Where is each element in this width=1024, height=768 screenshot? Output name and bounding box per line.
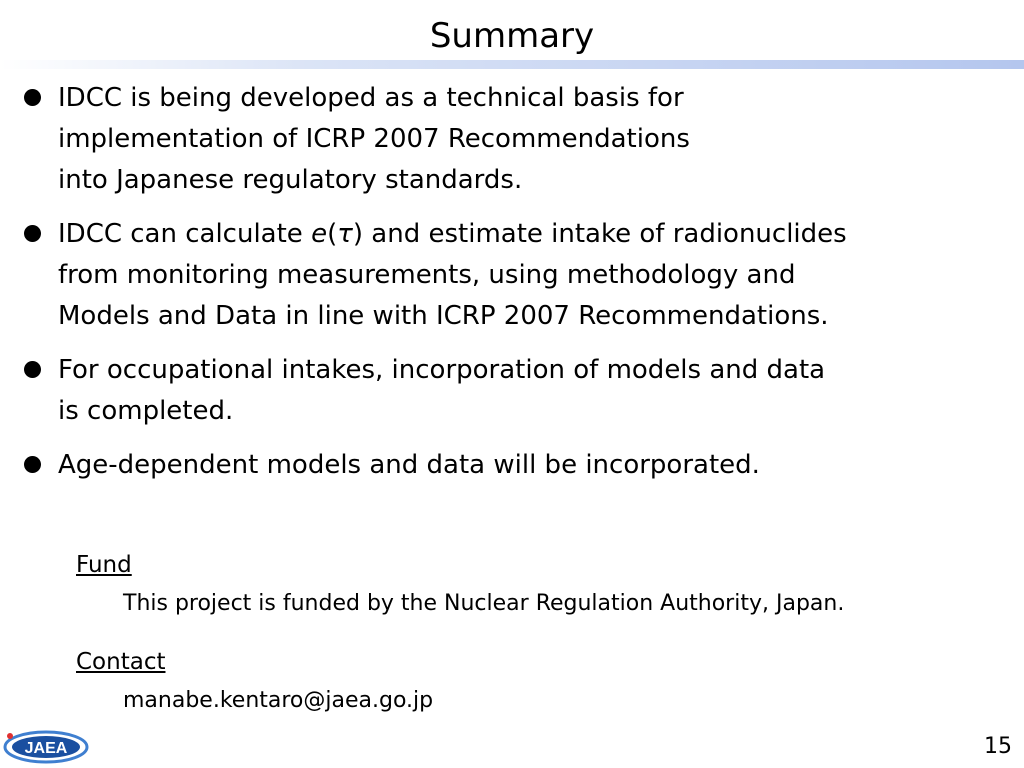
jaea-logo-icon [2, 728, 90, 766]
fund-text: This project is funded by the Nuclear Regulation Authority, Japan. [123, 591, 845, 616]
slide-title: Summary [429, 16, 595, 56]
bullet-dot-icon [24, 89, 41, 106]
bullet-dot-icon [24, 225, 41, 242]
contact-heading: Contact [76, 649, 166, 675]
logo-text: JAEA [24, 740, 68, 757]
bullet-text-segment: IDCC can calculate [58, 219, 312, 249]
bullet-item-4 [22, 445, 1012, 486]
bullet-dot-icon [24, 361, 41, 378]
bullet-text-segment: ) and estimate intake of radionuclides [352, 219, 847, 249]
bullet-item-1 [22, 78, 1012, 201]
paren-open: ( [327, 219, 338, 249]
bullet-text-line: is completed. [58, 396, 234, 426]
title-underline-bar [0, 60, 1024, 69]
bullet-text-line [58, 214, 1012, 255]
bullet-text-line: from monitoring measurements, using methodology and [58, 260, 796, 290]
bullet-text-line: For occupational intakes, incorporation of models and data [58, 355, 826, 385]
fund-heading: Fund [76, 552, 132, 578]
bullet-text-line: Age-dependent models and data will be incorporated. [58, 450, 760, 480]
page-number: 15 [984, 734, 1012, 759]
bullet-dot-icon [24, 456, 41, 473]
tau-symbol: τ [337, 219, 353, 249]
bullet-item-2 [22, 214, 1012, 337]
contact-email: manabe.kentaro@jaea.go.jp [123, 688, 434, 713]
bullet-text-line: IDCC is being developed as a technical basis for [58, 83, 684, 113]
bullet-text-line: Models and Data in line with ICRP 2007 Recommendations. [58, 301, 829, 331]
bullet-list [22, 78, 1012, 499]
bullet-text-line: implementation of ICRP 2007 Recommendations [58, 124, 690, 154]
dose-coefficient-symbol: e [311, 219, 328, 249]
bullet-text-line: into Japanese regulatory standards. [58, 165, 523, 195]
bullet-item-3 [22, 350, 1012, 432]
